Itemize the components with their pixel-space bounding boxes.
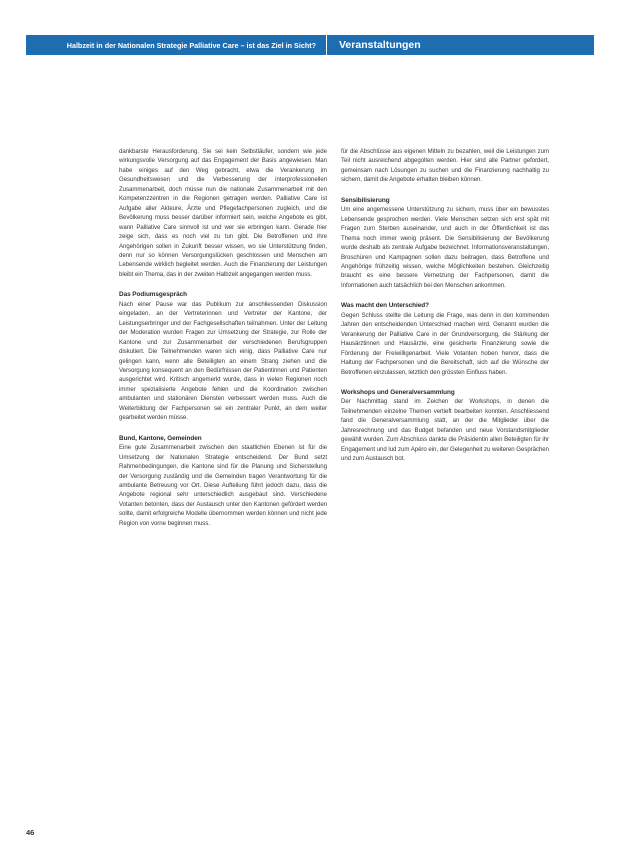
header-banner [26, 35, 594, 55]
heading-was-macht-den-unterschied: Was macht den Unterschied? [341, 302, 429, 310]
paragraph-was-macht-den-unterschied: Gegen Schluss stellte die Leitung die Frage, was denn in den kommenden Jahren den entscheidenden Unterschied machen wird. Genannt wurden die Verankerung der Palliative Care in der Grundversorgung, die Stärkung der Hausärztinnen und Hausärzte, eine gesicherte Finanzierung sowie die Förderung der Freiwilligenarbeit. Viele Votanten hoben hervor, dass die Haltung der Fachpersonen und die Bereitschaft, sich auf die Wünsche der Betroffenen einzulassen, letztlich den grössten Einfluss haben. [341, 311, 549, 376]
heading-workshops: Workshops und Generalversammlung [341, 388, 455, 396]
section-title: Veranstaltungen [339, 39, 421, 51]
left-intro-paragraph: dankbarste Herausforderung. Sie sei kein Selbstläufer, sondern wie jede wirkungsvolle Versorgung auf das Engagement der Basis angewiesen. Man habe einiges auf den Weg gebracht, etwa die Verankerung im Gesundheitswesen und die Verbesserung der interprofessionellen Zusammenarbeit, doch müsse nun die nationale Zusammenarbeit mit den Kompetenzzentren in die Regionen getragen werden. Palliative Care ist Aufgabe aller Akteure, Ärzte und Pflegefachpersonen zugleich, und die Bevölkerung muss besser darüber informiert sein, welche Angebote es gibt, wann Palliative Care sinnvoll ist und wer sie erbringen kann. Gerade hier zeige sich, dass es noch viel zu tun gibt. Die Betroffenen und ihre Angehörigen sollen in Zukunft besser wissen, wo sie Unterstützung finden, denn nur so können Versorgungslücken geschlossen und Menschen am Lebensende wirklich begleitet werden. Auch die Finanzierung der Leistungen bleibt ein Thema, das in der zweiten Halbzeit angegangen werden muss. [119, 148, 327, 278]
page-number: 46 [26, 828, 35, 837]
paragraph-bund-kantone-gemeinden: Eine gute Zusammenarbeit zwischen den staatlichen Ebenen ist für die Umsetzung der Nationalen Strategie entscheidend. Der Bund setzt Rahmenbedingungen, die Kantone sind für die Planung und Sicherstellung der Versorgung zuständig und die Gemeinden tragen Verantwortung für die ambulante Betreuung vor Ort. Diese Aufteilung führt jedoch dazu, dass die Angebote regional sehr unterschiedlich ausgebaut sind. Verschiedene Votanten betonten, dass der Austausch unter den Kantonen gefördert werden sollte, damit erfolgreiche Modelle übernommen werden können und nicht jede Region von vorne beginnen muss. [119, 444, 327, 527]
heading-sensibilisierung: Sensibilisierung [341, 196, 390, 204]
heading-podiumsgespraech: Das Podiumsgespräch [119, 291, 187, 299]
paragraph-sensibilisierung: Um eine angemessene Unterstützung zu sichern, muss über ein bewusstes Lebensende gesprochen werden. Viele Menschen setzen sich erst spät mit Fragen zum Sterben auseinander, und auch in der Öffentlichkeit ist das Thema noch immer wenig präsent. Die Sensibilisierung der Bevölkerung wurde deshalb als zentrale Aufgabe bezeichnet. Informationsveranstaltungen, Broschüren und Kampagnen sollen dazu beitragen, dass Betroffene und Angehörige frühzeitig wissen, welche Möglichkeiten bestehen. Gleichzeitig braucht es eine bessere Vernetzung der Fachpersonen, damit die Informationen auch tatsächlich bei den Menschen ankommen. [341, 206, 549, 289]
heading-bund-kantone-gemeinden: Bund, Kantone, Gemeinden [119, 434, 202, 442]
paragraph-workshops: Der Nachmittag stand im Zeichen der Workshops, in denen die Teilnehmenden einzelne Themen vertieft bearbeiten konnten. Anschliessend fand die Generalversammlung statt, an der die Mitglieder über die Jahresrechnung und das Budget befanden und neue Vorstandsmitglieder gewählt wurden. Zum Abschluss dankte die Präsidentin allen Beteiligten für ihr Engagement und lud zum Apéro ein, der Gelegenheit zu weiteren Gesprächen und zum Austausch bot. [341, 398, 549, 463]
right-intro-paragraph: für die Abschlüsse aus eigenen Mitteln zu bezahlen, weil die Leistungen zum Teil nicht ausreichend abgegolten werden. Hier sind alle Partner gefordert, gemeinsam nach Lösungen zu suchen und die Finanzierung nachhaltig zu sichern, damit die Angebote erhalten bleiben können. [341, 148, 549, 184]
right-column [341, 147, 549, 464]
paragraph-podiumsgespraech: Nach einer Pause war das Publikum zur anschliessenden Diskussion eingeladen, an der Vertreterinnen und Vertreter der Kantone, der Leistungserbringer und der Fachgesellschaften teilnahmen. Unter der Leitung der Moderation wurden Fragen zur Umsetzung der Strategie, zur Rolle der Kantone und zur Zusammenarbeit der verschiedenen Berufsgruppen diskutiert. Die Teilnehmenden waren sich einig, dass Palliative Care nur gelingen kann, wenn alle Beteiligten an einem Strang ziehen und die Versorgung konsequent an den Bedürfnissen der Patientinnen und Patienten ausgerichtet wird. Kritisch angemerkt wurde, dass in vielen Regionen noch immer spezialisierte Angebote fehlen und die Koordination zwischen ambulanten und stationären Diensten verbessert werden muss. Auch die Weiterbildung der Fachpersonen sei ein zentraler Punkt, an dem weiter gearbeitet werden müsse. [119, 300, 327, 422]
left-column [119, 147, 327, 528]
running-title: Halbzeit in der Nationalen Strategie Palliative Care – ist das Ziel in Sicht? [26, 35, 327, 55]
